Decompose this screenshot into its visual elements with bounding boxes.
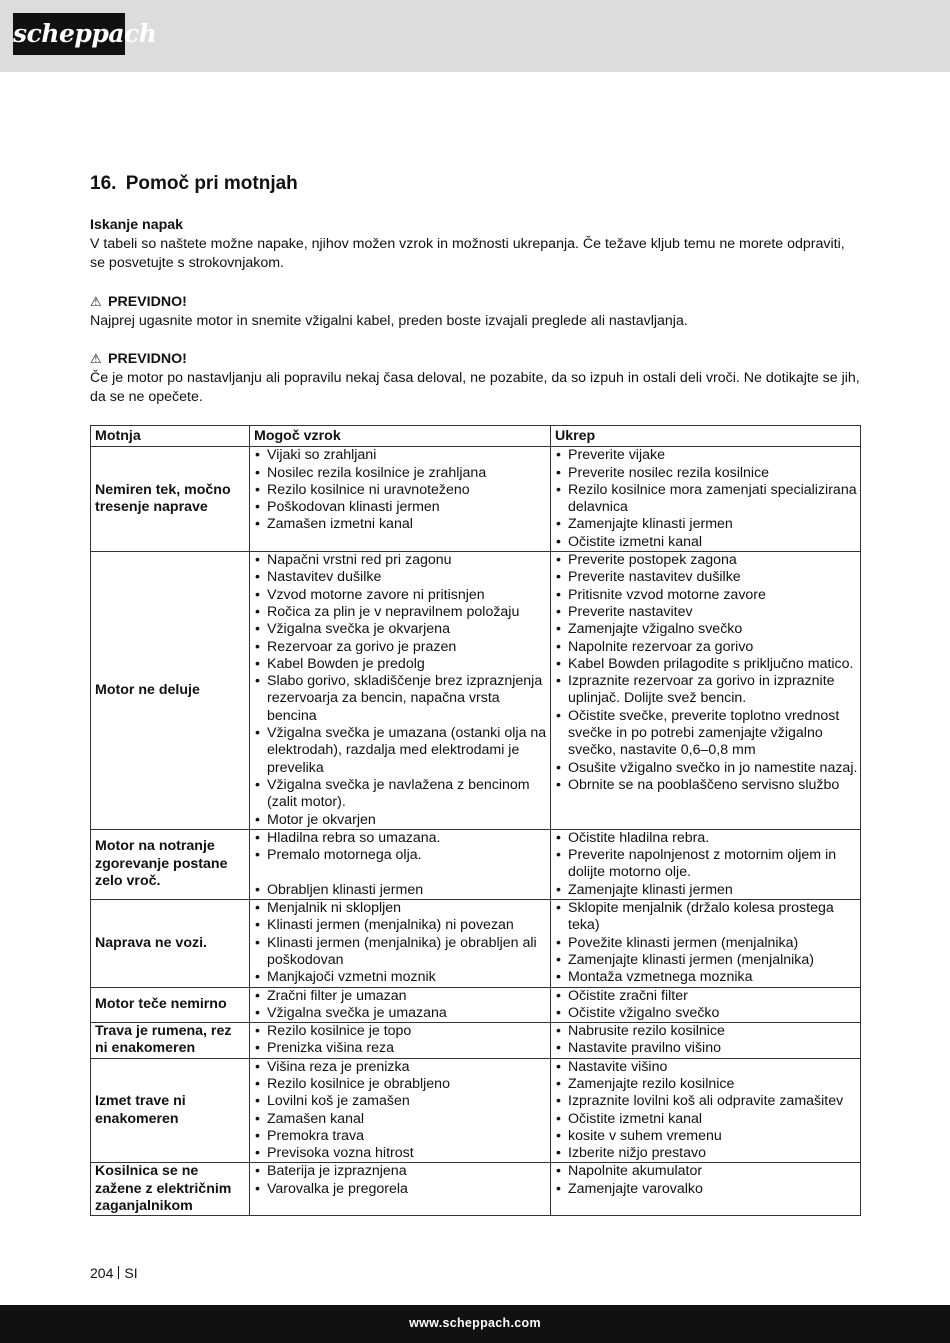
- action-list: [551, 552, 860, 794]
- cause-item: • Premokra trava: [267, 1128, 548, 1145]
- cause-item: • Slabo gorivo, skladiščenje brez izpraznjenja rezervoarja za bencin, napačna vrsta bencina: [267, 673, 548, 725]
- action-item: • Nabrusite rezilo kosilnice: [568, 1023, 858, 1040]
- cause-list: [250, 552, 550, 829]
- page-number: 204: [90, 1265, 114, 1281]
- warning-label: PREVIDNO!: [108, 351, 187, 367]
- action-item: • Napolnite rezervoar za gorivo: [568, 639, 858, 656]
- table-row: [91, 1163, 861, 1216]
- action-item: • Očistite svečke, preverite toplotno vrednost svečke in po potrebi zamenjajte vžigalno svečko, nastavite 0,6–0,8 mm: [568, 708, 858, 760]
- cause-list: [250, 900, 550, 986]
- action-list: [551, 1059, 860, 1163]
- cause-item: • Vžigalna svečka je navlažena z bencinom (zalit motor).: [267, 777, 548, 812]
- cause-item: • Zamašen izmetni kanal: [267, 516, 548, 533]
- action-item: • Osušite vžigalno svečko in jo namestite nazaj.: [568, 760, 858, 777]
- fault-cell: Kosilnica se ne zažene z električnim zaganjalnikom: [91, 1163, 250, 1216]
- cause-item: • Kabel Bowden je predolg: [267, 656, 548, 673]
- cause-item: • Obrabljen klinasti jermen: [267, 882, 548, 899]
- cause-item: • Nastavitev dušilke: [267, 569, 548, 586]
- cause-item: • Višina reza je prenizka: [267, 1059, 548, 1076]
- table-row: [91, 552, 861, 830]
- warning-triangle-icon: ⚠: [90, 351, 102, 366]
- action-cell: [551, 987, 861, 1023]
- action-cell: [551, 552, 861, 830]
- action-item: • Preverite napolnjenost z motornim oljem in dolijte motorno olje.: [568, 847, 858, 882]
- header-bar: [0, 0, 950, 72]
- action-cell: [551, 1163, 861, 1216]
- footer-bar: [0, 1305, 950, 1343]
- action-item: • Rezilo kosilnice mora zamenjati specializirana delavnica: [568, 482, 858, 517]
- action-item: • Očistite izmetni kanal: [568, 1111, 858, 1128]
- cause-list: [250, 988, 550, 1023]
- cause-item: • Vžigalna svečka je umazana (ostanki olja na elektrodah), razdalja med elektrodami je prevelika: [267, 725, 548, 777]
- warning-text: Najprej ugasnite motor in snemite vžigalni kabel, preden boste izvajali preglede ali nastavljanja.: [90, 313, 688, 329]
- cause-list: [250, 1163, 550, 1198]
- cause-item: • Rezervoar za gorivo je prazen: [267, 639, 548, 656]
- action-cell: [551, 900, 861, 987]
- header-fault: Motnja: [91, 426, 250, 447]
- section-number: 16.: [90, 173, 117, 194]
- cause-item: • Baterija je izpraznjena: [267, 1163, 548, 1180]
- cause-item: • Ročica za plin je v nepravilnem položaju: [267, 604, 548, 621]
- table-row: [91, 1023, 861, 1059]
- warning-label: PREVIDNO!: [108, 294, 187, 310]
- action-item: • Pritisnite vzvod motorne zavore: [568, 587, 858, 604]
- action-item: • Izberite nižjo prestavo: [568, 1145, 858, 1162]
- table-row: [91, 447, 861, 552]
- action-item: • Preverite postopek zagona: [568, 552, 858, 569]
- cause-list: [250, 1023, 550, 1058]
- intro-label: Iskanje napak: [90, 217, 184, 233]
- action-list: [551, 830, 860, 899]
- cause-item: • Zračni filter je umazan: [267, 988, 548, 1005]
- cause-item: • Klinasti jermen (menjalnika) je obrabljen ali poškodovan: [267, 935, 548, 970]
- action-item: • Nastavite višino: [568, 1059, 858, 1076]
- action-item: • Nastavite pravilno višino: [568, 1040, 858, 1057]
- language-code: SI: [124, 1265, 138, 1281]
- fault-cell: Naprava ne vozi.: [91, 900, 250, 987]
- fault-cell: Motor teče nemirno: [91, 987, 250, 1023]
- cause-item: • Varovalka je pregorela: [267, 1181, 548, 1198]
- cause-cell: [250, 1023, 551, 1059]
- warning-block-2: [90, 349, 862, 407]
- action-item: • Zamenjajte rezilo kosilnice: [568, 1076, 858, 1093]
- cause-item: • Vzvod motorne zavore ni pritisnjen: [267, 587, 548, 604]
- website-link[interactable]: www.scheppach.com: [409, 1316, 541, 1330]
- cause-cell: [250, 1163, 551, 1216]
- cause-item: • Vžigalna svečka je okvarjena: [267, 621, 548, 638]
- cause-item: • Napačni vrstni red pri zagonu: [267, 552, 548, 569]
- cause-item: • Hladilna rebra so umazana.: [267, 830, 548, 847]
- intro-block: [90, 216, 862, 273]
- cause-cell: [250, 900, 551, 987]
- action-item: • Montaža vzmetnega moznika: [568, 969, 858, 986]
- cause-item: • Previsoka vozna hitrost: [267, 1145, 548, 1162]
- action-item: • Zamenjajte vžigalno svečko: [568, 621, 858, 638]
- action-item: • Napolnite akumulator: [568, 1163, 858, 1180]
- cause-item: • Klinasti jermen (menjalnika) ni povezan: [267, 917, 548, 934]
- action-item: • Zamenjajte klinasti jermen (menjalnika): [568, 952, 858, 969]
- cause-item: • Prenizka višina reza: [267, 1040, 548, 1057]
- fault-cell: Izmet trave ni enakomeren: [91, 1058, 250, 1163]
- action-item: • Izpraznite lovilni koš ali odpravite zamašitev: [568, 1093, 858, 1110]
- action-cell: [551, 1023, 861, 1059]
- table-header-row: [91, 426, 861, 447]
- action-item: • Preverite nosilec rezila kosilnice: [568, 465, 858, 482]
- cause-cell: [250, 447, 551, 552]
- action-list: [551, 988, 860, 1023]
- cause-item: • Rezilo kosilnice je obrabljeno: [267, 1076, 548, 1093]
- action-item: • kosite v suhem vremenu: [568, 1128, 858, 1145]
- cause-cell: [250, 829, 551, 899]
- header-cause: Mogoč vzrok: [250, 426, 551, 447]
- action-list: [551, 900, 860, 986]
- section-heading: [90, 173, 298, 195]
- table-row: [91, 900, 861, 987]
- warning-block-1: [90, 292, 862, 331]
- divider: [118, 1266, 119, 1279]
- table-row: [91, 987, 861, 1023]
- action-item: • Očistite vžigalno svečko: [568, 1005, 858, 1022]
- action-item: • Sklopite menjalnik (držalo kolesa prostega teka): [568, 900, 858, 935]
- action-item: • Očistite hladilna rebra.: [568, 830, 858, 847]
- troubleshooting-table: [90, 425, 861, 1216]
- page-number-block: [90, 1265, 138, 1281]
- action-item: • Zamenjajte klinasti jermen: [568, 882, 858, 899]
- action-item: • Povežite klinasti jermen (menjalnika): [568, 935, 858, 952]
- cause-item: [267, 864, 548, 881]
- action-list: [551, 1023, 860, 1058]
- cause-item: • Motor je okvarjen: [267, 812, 548, 829]
- header-action: Ukrep: [551, 426, 861, 447]
- cause-item: • Lovilni koš je zamašen: [267, 1093, 548, 1110]
- cause-item: • Vžigalna svečka je umazana: [267, 1005, 548, 1022]
- cause-cell: [250, 552, 551, 830]
- cause-item: • Rezilo kosilnice je topo: [267, 1023, 548, 1040]
- fault-cell: Trava je rumena, rez ni enakomeren: [91, 1023, 250, 1059]
- section-title: Pomoč pri motnjah: [125, 173, 298, 194]
- action-item: • Zamenjajte varovalko: [568, 1181, 858, 1198]
- cause-list: [250, 447, 550, 533]
- table-row: [91, 1058, 861, 1163]
- cause-item: • Premalo motornega olja.: [267, 847, 548, 864]
- action-item: • Kabel Bowden prilagodite s priključno matico.: [568, 656, 858, 673]
- brand-logo: scheppach: [13, 13, 125, 55]
- cause-item: • Rezilo kosilnice ni uravnoteženo: [267, 482, 548, 499]
- action-cell: [551, 829, 861, 899]
- cause-cell: [250, 1058, 551, 1163]
- action-item: • Obrnite se na pooblaščeno servisno službo: [568, 777, 858, 794]
- cause-item: • Poškodovan klinasti jermen: [267, 499, 548, 516]
- action-item: • Očistite zračni filter: [568, 988, 858, 1005]
- cause-cell: [250, 987, 551, 1023]
- cause-item: • Vijaki so zrahljani: [267, 447, 548, 464]
- fault-cell: Motor ne deluje: [91, 552, 250, 830]
- cause-item: • Zamašen kanal: [267, 1111, 548, 1128]
- action-item: • Preverite vijake: [568, 447, 858, 464]
- action-list: [551, 447, 860, 551]
- action-cell: [551, 1058, 861, 1163]
- warning-text: Če je motor po nastavljanju ali popravilu nekaj časa deloval, ne pozabite, da so izpuh in ostali deli vroči. Ne dotikajte se jih, da se ne opečete.: [90, 370, 860, 405]
- cause-list: [250, 830, 550, 899]
- action-cell: [551, 447, 861, 552]
- action-item: • Očistite izmetni kanal: [568, 534, 858, 551]
- cause-item: • Nosilec rezila kosilnice je zrahljana: [267, 465, 548, 482]
- warning-triangle-icon: ⚠: [90, 294, 102, 309]
- action-list: [551, 1163, 860, 1198]
- action-item: • Preverite nastavitev dušilke: [568, 569, 858, 586]
- intro-text: V tabeli so naštete možne napake, njihov možen vzrok in možnosti ukrepanja. Če težave kljub temu ne morete odpraviti, se posvetujte s strokovnjakom.: [90, 236, 845, 271]
- fault-cell: Motor na notranje zgorevanje postane zelo vroč.: [91, 829, 250, 899]
- cause-item: • Menjalnik ni sklopljen: [267, 900, 548, 917]
- action-item: • Zamenjajte klinasti jermen: [568, 516, 858, 533]
- action-item: • Preverite nastavitev: [568, 604, 858, 621]
- table-row: [91, 829, 861, 899]
- cause-list: [250, 1059, 550, 1163]
- action-item: • Izpraznite rezervoar za gorivo in izpraznite uplinjač. Dolijte svež bencin.: [568, 673, 858, 708]
- fault-cell: Nemiren tek, močno tresenje naprave: [91, 447, 250, 552]
- cause-item: • Manjkajoči vzmetni moznik: [267, 969, 548, 986]
